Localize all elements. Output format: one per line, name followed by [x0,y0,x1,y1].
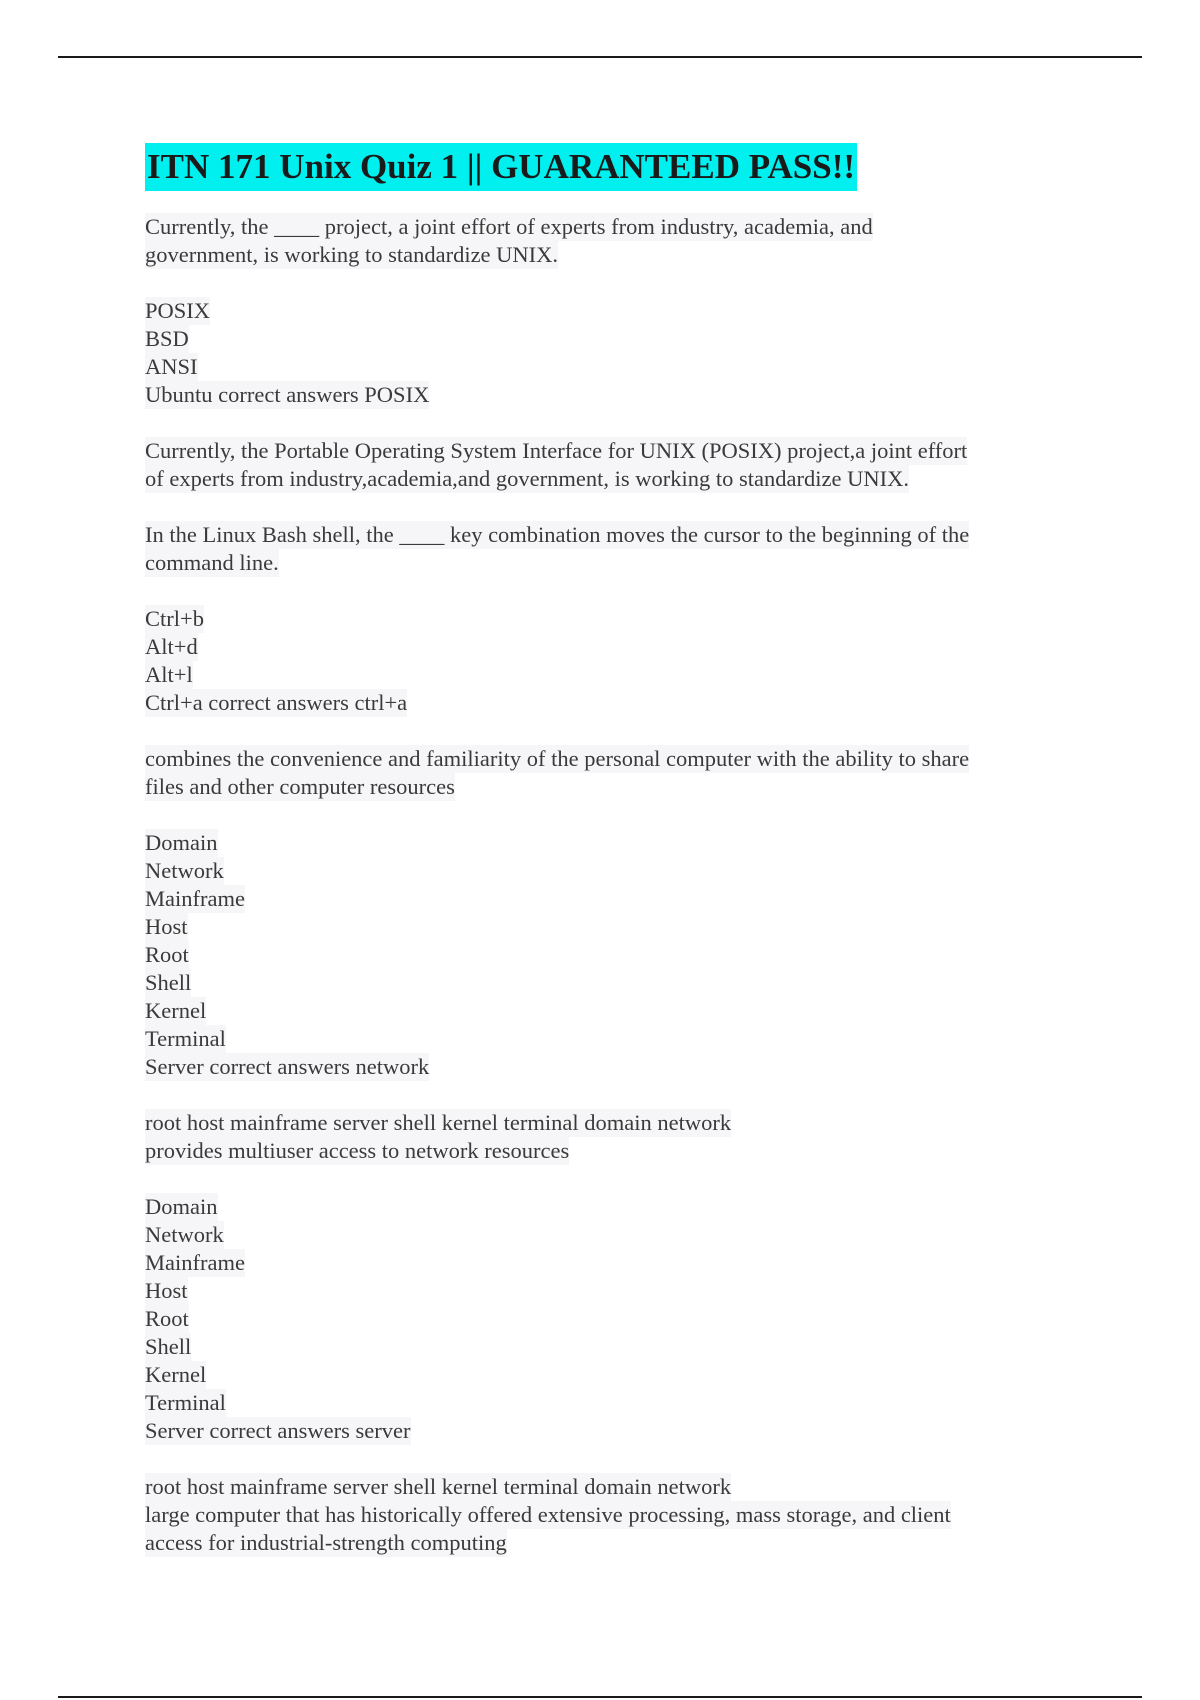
text-line: large computer that has historically offered extensive processing, mass storage, and client [145,1502,951,1527]
option-line: Ctrl+a correct answers ctrl+a [145,690,408,715]
option-line: Network [145,858,224,883]
option-line: Alt+d [145,634,198,659]
option-line: Domain [145,830,218,855]
option-line: Shell [145,1334,192,1359]
option-line: POSIX [145,298,211,323]
text-line: of experts from industry,academia,and government, is working to standardize UNIX. [145,466,909,491]
option-line: Server correct answers server [145,1418,411,1443]
text-line: Currently, the ____ project, a joint effort of experts from industry, academia, and [145,214,873,239]
top-rule [58,56,1142,58]
option-line: Mainframe [145,1250,245,1275]
option-line: Domain [145,1194,218,1219]
option-line: Server correct answers network [145,1054,430,1079]
option-line: BSD [145,326,189,351]
answer-options [145,297,1045,409]
text-line: root host mainframe server shell kernel terminal domain network [145,1110,732,1135]
option-line: Shell [145,970,192,995]
text-line: In the Linux Bash shell, the ____ key combination moves the cursor to the beginning of the [145,522,970,547]
text-line: government, is working to standardize UNIX. [145,242,559,267]
option-line: Alt+l [145,662,193,687]
option-line: Host [145,914,188,939]
option-line: Root [145,1306,189,1331]
option-line: Kernel [145,1362,207,1387]
bottom-rule [58,1696,1142,1698]
option-line: Kernel [145,998,207,1023]
question-paragraph [145,745,1045,801]
option-line: ANSI [145,354,198,379]
text-line: command line. [145,550,279,575]
question-paragraph [145,1109,1045,1165]
answer-options [145,829,1045,1081]
document-body [145,143,1045,1557]
option-line: Mainframe [145,886,245,911]
text-line: files and other computer resources [145,774,455,799]
question-paragraph [145,521,1045,577]
text-line: combines the convenience and familiarity of the personal computer with the ability to share [145,746,970,771]
text-line: access for industrial-strength computing [145,1530,507,1555]
option-line: Ctrl+b [145,606,204,631]
option-line: Ubuntu correct answers POSIX [145,382,430,407]
text-line: Currently, the Portable Operating System Interface for UNIX (POSIX) project,a joint effort [145,438,968,463]
text-line: root host mainframe server shell kernel terminal domain network [145,1474,732,1499]
question-paragraph [145,437,1045,493]
option-line: Terminal [145,1026,226,1051]
answer-options [145,605,1045,717]
option-line: Root [145,942,189,967]
answer-options [145,1193,1045,1445]
document-title: ITN 171 Unix Quiz 1 || GUARANTEED PASS!! [145,143,857,191]
text-line: provides multiuser access to network resources [145,1138,570,1163]
option-line: Network [145,1222,224,1247]
option-line: Terminal [145,1390,226,1415]
question-paragraph [145,213,1045,269]
option-line: Host [145,1278,188,1303]
question-paragraph [145,1473,1045,1557]
